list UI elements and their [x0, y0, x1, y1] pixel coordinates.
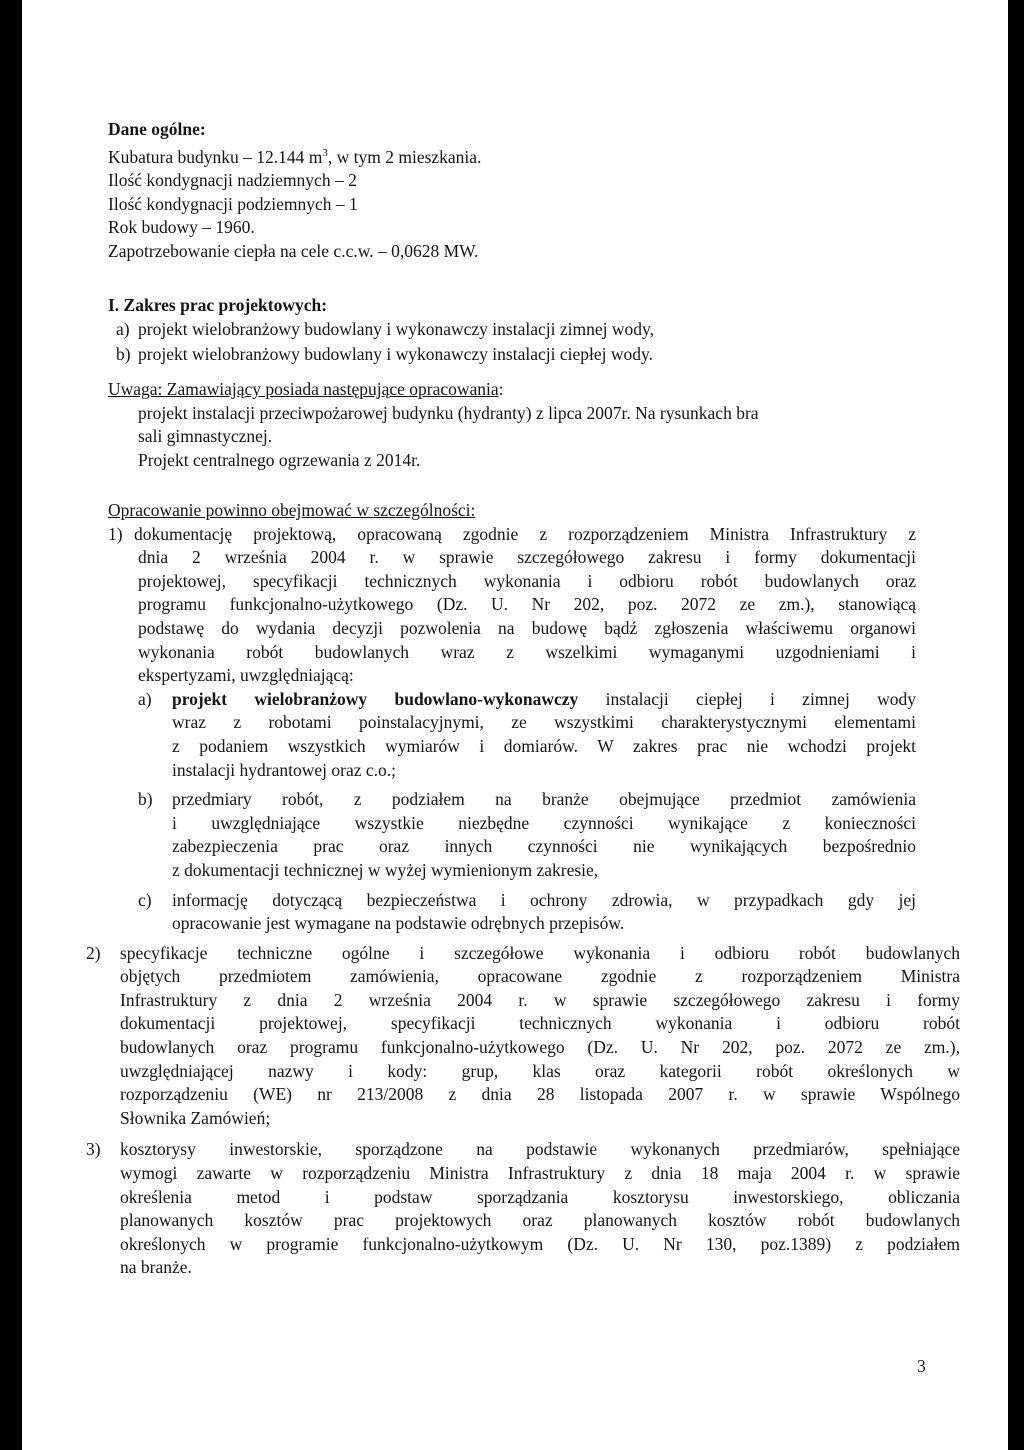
general-data-section [108, 118, 481, 263]
scope-item-text: projekt wielobranżowy budowlany i wykonawczy instalacji zimnej wody, [138, 318, 654, 339]
list-marker: b) [116, 344, 131, 365]
text-line: wraz z robotami poinstalacyjnymi, ze wszystkimi charakterystycznymi elementami [172, 712, 916, 733]
text-line: dokumentację projektową, opracowaną zgodnie z rozporządzeniem Ministra Infrastruktury z [134, 523, 916, 544]
data-line: Ilość kondygnacji nadziemnych – 2 [108, 170, 357, 191]
list-marker: b) [138, 789, 153, 810]
list-marker: 3) [86, 1139, 101, 1160]
text-line: informację dotyczącą bezpieczeństwa i ochrony zdrowia, w przypadkach gdy jej [172, 889, 916, 910]
deliverables-section [86, 499, 960, 1280]
text-line: Słownika Zamówień; [120, 1107, 271, 1128]
page-number: 3 [917, 1356, 926, 1376]
text-line: Infrastruktury z dnia 2 września 2004 r. w sprawie szczegółowego zakresu i formy [120, 989, 960, 1010]
text-line: programu funkcjonalno-użytkowego (Dz. U. Nr 202, poz. 2072 ze zm.), stanowiącą [138, 594, 916, 615]
sub-item-a [138, 688, 916, 782]
text-line: ekspertyzami, uwzględniającą: [138, 665, 354, 686]
text-line: wymogi zawarte w rozporządzeniu Ministra Infrastruktury z dnia 18 maja 2004 r. w sprawie [120, 1163, 960, 1184]
note-colon: : [498, 379, 504, 399]
text-rest: instalacji ciepłej i zimnej wody [578, 688, 916, 709]
text-line: instalacji hydrantowej oraz c.o.; [172, 759, 397, 780]
scope-item [108, 343, 654, 367]
text-line: wykonania robót budowlanych wraz z wszelkimi wymaganymi uzgodnieniami i [138, 641, 916, 662]
text-line: na branże. [120, 1257, 192, 1278]
text-line: projektowej, specyfikacji technicznych wykonania i odbioru robót budowlanych oraz [138, 570, 916, 591]
text-line: specyfikacje techniczne ogólne i szczegółowe wykonania i odbioru robót budowlanych [120, 942, 960, 963]
deliverable-item-2 [86, 942, 960, 1131]
bold-phrase: projekt wielobranżowy budowlano-wykonawczy [172, 688, 579, 709]
document-page [22, 0, 1008, 1450]
text-line: planowanych kosztów prac projektowych oraz planowanych kosztów robót budowlanych [120, 1210, 960, 1231]
text-line: kosztorysy inwestorskie, sporządzone na podstawie wykonanych przedmiarów, spełniające [120, 1139, 960, 1160]
volume-line [108, 142, 481, 169]
text-line [172, 688, 916, 712]
list-marker: a) [116, 318, 130, 339]
text-line: opracowanie jest wymagane na podstawie odrębnych przepisów. [172, 913, 625, 934]
text-line: rozporządzeniu (WE) nr 213/2008 z dnia 28 listopada 2007 r. w sprawie Wspólnego [120, 1084, 960, 1105]
scope-item-text: projekt wielobranżowy budowlany i wykonawczy instalacji ciepłej wody. [138, 344, 653, 365]
volume-text: Kubatura budynku – 12.144 m [108, 146, 323, 167]
deliverable-item-1 [108, 523, 916, 936]
scope-section [108, 294, 654, 367]
volume-exponent: 3 [322, 146, 328, 159]
note-line: projekt instalacji przeciwpożarowej budynku (hydranty) z lipca 2007r. Na rysunkach bra [138, 402, 759, 423]
text-line: dnia 2 września 2004 r. w sprawie szczegółowego zakresu i formy dokumentacji [138, 547, 916, 568]
list-marker: 1) [108, 523, 123, 544]
data-line: Ilość kondygnacji podziemnych – 1 [108, 193, 358, 214]
data-line: Rok budowy – 1960. [108, 217, 255, 238]
text-line: z dokumentacji technicznej w wyżej wymienionym zakresie, [172, 859, 599, 880]
note-line: sali gimnastycznej. [138, 426, 273, 447]
text-line: budowlanych oraz programu funkcjonalno-użytkowego (Dz. U. Nr 202, poz. 2072 ze zm.), [120, 1037, 960, 1058]
data-line: Zapotrzebowanie ciepła na cele c.c.w. – 0,0628 MW. [108, 240, 479, 261]
text-line: przedmiary robót, z podziałem na branże obejmujące przedmiot zamówienia [172, 789, 916, 810]
section-title: I. Zakres prac projektowych: [108, 295, 328, 315]
sub-item-b [138, 788, 916, 882]
note-section [108, 378, 759, 472]
sub-item-c [138, 889, 916, 936]
text-line: zabezpieczenia prac oraz innych czynności nie wynikających bezpośrednio [172, 836, 916, 857]
text-line: z podaniem wszystkich wymiarów i domiarów. W zakres prac nie wchodzi projekt [172, 735, 916, 756]
deliverable-item-3 [86, 1138, 960, 1280]
text-line: określenia metod i podstaw sporządzania kosztorysu inwestorskiego, obliczania [120, 1186, 960, 1207]
section-heading: Opracowanie powinno obejmować w szczególności: [108, 500, 476, 520]
text-line: podstawę do wydania decyzji pozwolenia na budowę bądź zgłoszenia właściwemu organowi [138, 617, 916, 638]
note-line: Projekt centralnego ogrzewania z 2014r. [138, 449, 421, 470]
note-label-line [108, 378, 759, 402]
note-label: Uwaga: Zamawiający posiada następujące opracowania [108, 379, 499, 399]
volume-suffix: , w tym 2 mieszkania. [327, 146, 482, 167]
text-line: określonych w programie funkcjonalno-użytkowym (Dz. U. Nr 130, poz.1389) z podziałem [120, 1233, 960, 1254]
scope-item [108, 318, 654, 342]
text-line: objętych przedmiotem zamówienia, opracowane zgodnie z rozporządzeniem Ministra [120, 966, 960, 987]
list-marker: a) [138, 688, 152, 709]
text-line: dokumentacji projektowej, specyfikacji technicznych wykonania i odbioru robót [120, 1013, 960, 1034]
text-line: uwzględniającej nazwy i kody: grup, klas oraz kategorii robót określonych w [120, 1060, 960, 1081]
text-line: i uwzględniające wszystkie niezbędne czynności wynikające z konieczności [172, 812, 916, 833]
list-marker: 2) [86, 942, 101, 963]
list-marker: c) [138, 889, 152, 910]
section-title: Dane ogólne: [108, 119, 206, 139]
